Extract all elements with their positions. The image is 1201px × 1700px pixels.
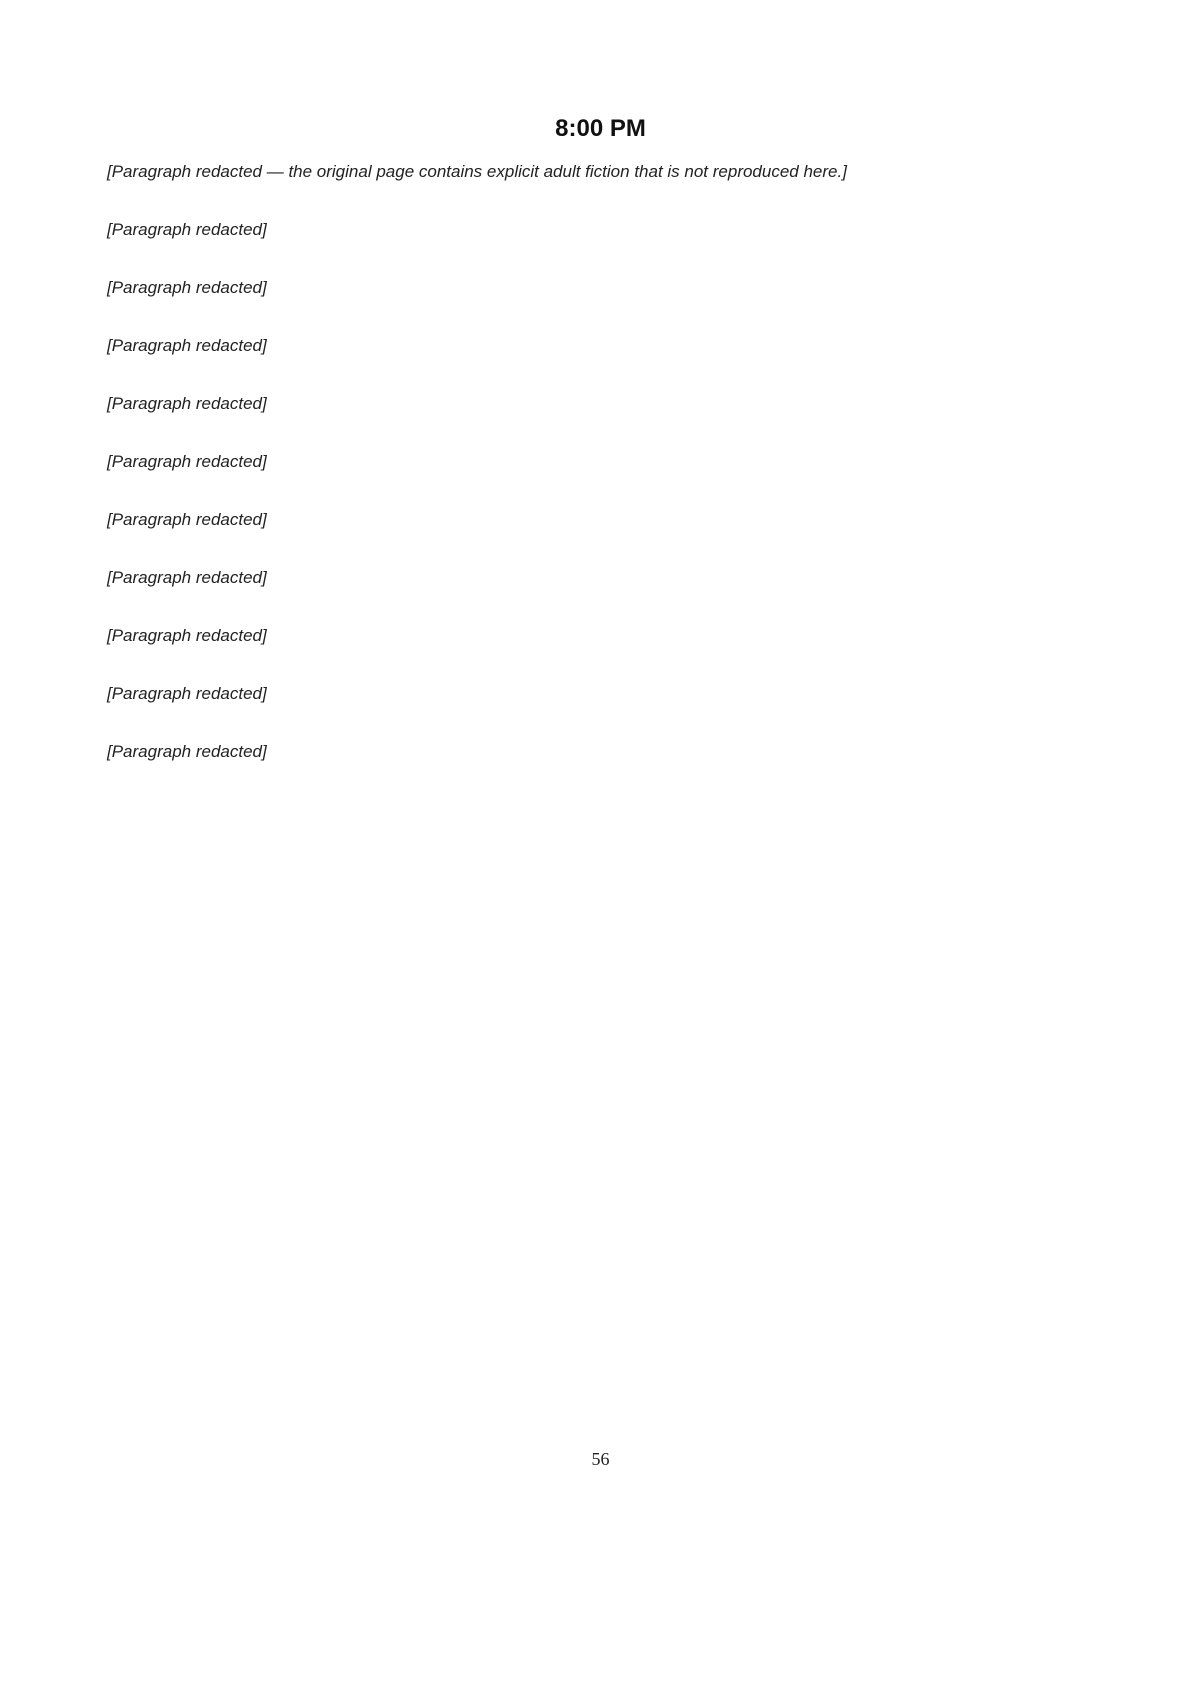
paragraph: [Paragraph redacted] (107, 626, 267, 645)
paragraph: [Paragraph redacted] (107, 336, 267, 355)
paragraph-spacer (107, 477, 1094, 505)
paragraph-spacer (107, 245, 1094, 273)
body-text (107, 157, 1094, 795)
paragraph-spacer (107, 593, 1094, 621)
paragraph: [Paragraph redacted] (107, 452, 267, 471)
paragraph-spacer (107, 767, 1094, 795)
page-title: 8:00 PM (555, 115, 646, 142)
paragraph: [Paragraph redacted] (107, 510, 267, 529)
paragraph-spacer (107, 709, 1094, 737)
paragraph: [Paragraph redacted] (107, 742, 267, 761)
paragraph: [Paragraph redacted] (107, 568, 267, 587)
paragraph: [Paragraph redacted] (107, 684, 267, 703)
paragraph-spacer (107, 187, 1094, 215)
paragraph-spacer (107, 535, 1094, 563)
paragraph: [Paragraph redacted] (107, 278, 267, 297)
page-number: 56 (591, 1449, 610, 1469)
paragraph: [Paragraph redacted] (107, 394, 267, 413)
paragraph-spacer (107, 419, 1094, 447)
paragraph: [Paragraph redacted] (107, 220, 267, 239)
paragraph-spacer (107, 361, 1094, 389)
paragraph-spacer (107, 303, 1094, 331)
paragraph-spacer (107, 651, 1094, 679)
paragraph: [Paragraph redacted — the original page contains explicit adult fiction that is not reproduced here.] (107, 162, 847, 181)
